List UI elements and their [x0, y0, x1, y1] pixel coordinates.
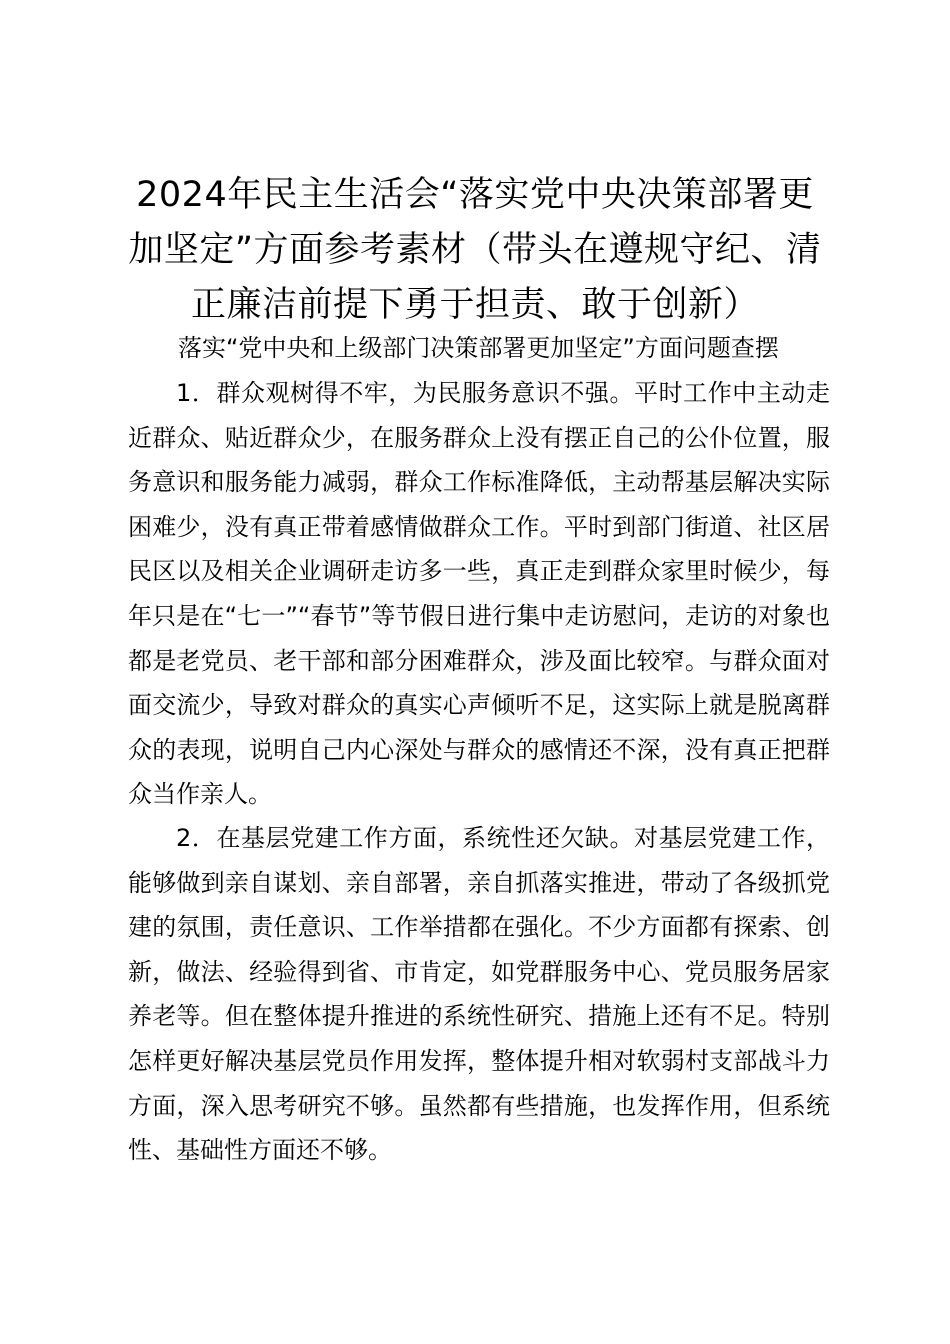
paragraph-1: 1．群众观树得不牢，为民服务意识不强。平时工作中主动走近群众、贴近群众少，在服务群众上没有摆正自己的公仆位置，服务意识和服务能力减弱，群众工作标准降低，主动帮基层解决实际困难少，没有真正带着感情做群众工作。平时到部门街道、社区居民区以及相关企业调研走访多一些，真正走到群众家里时候少，每年只是在“七一”“春节”等节假日进行集中走访慰问，走访的对象也都是老党员、老干部和部分困难群众，涉及面比较窄。与群众面对面交流少，导致对群众的真实心声倾听不足，这实际上就是脱离群众的表现，说明自己内心深处与群众的感情还不深，没有真正把群众当作亲人。: [128, 379, 830, 809]
section-subtitle: 落实“党中央和上级部门决策部署更加坚定”方面问题查摆: [178, 334, 779, 362]
document-title: 2024年民主生活会“落实党中央决策部署更加坚定”方面参考素材（带头在遵规守纪、清正廉洁前提下勇于担责、敢于创新）: [128, 175, 822, 325]
paragraph-2: 2．在基层党建工作方面，系统性还欠缺。对基层党建工作，能够做到亲自谋划、亲自部署，亲自抓落实推进，带动了各级抓党建的氛围，责任意识、工作举措都在强化。不少方面都有探索、创新，做法、经验得到省、市肯定，如党群服务中心、党员服务居家养老等。但在整体提升推进的系统性研究、措施上还有不足。特别怎样更好解决基层党员作用发挥，整体提升相对软弱村支部战斗力方面，深入思考研究不够。虽然都有些措施，也发挥作用，但系统性、基础性方面还不够。: [128, 824, 830, 1165]
